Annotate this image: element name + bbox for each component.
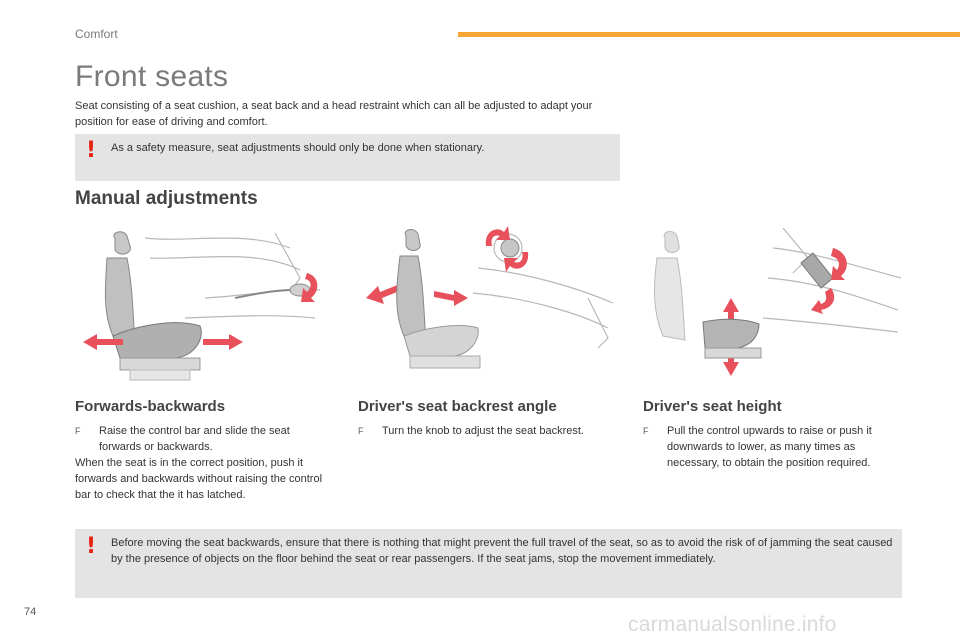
bullet-text: Raise the control bar and slide the seat forwards or backwards. [99,425,290,453]
bullet-text: Pull the control upwards to raise or push it downwards to lower, as many times as necessary, to obtain the position required. [667,425,872,469]
header-accent-bar [458,32,960,37]
bullet-marker-icon: F [358,426,364,436]
seat-backrest-illustration [358,218,618,393]
column-heading-backrest-angle: Driver's seat backrest angle [358,398,557,415]
latch-check-note: When the seat is in the correct position, push it forwards and backwards without raising the control bar to check that the it has latched. [75,457,323,501]
page-title: Front seats [75,60,229,93]
column-heading-seat-height: Driver's seat height [643,398,782,415]
watermark: carmanualsonline.info [628,613,837,636]
seat-height-illustration [643,218,903,393]
bullet-marker-icon: F [643,426,649,436]
section-label: Comfort [75,27,118,41]
page-number: 74 [24,606,37,618]
intro-paragraph: Seat consisting of a seat cushion, a seat back and a head restraint which can all be adjusted to adapt your position for ease of driving and comfort. [75,100,593,128]
exclamation-icon: ! [86,138,97,163]
seat-forward-backward-illustration [75,218,335,393]
bullet-marker-icon: F [75,426,81,436]
column-heading-forwards-backwards: Forwards-backwards [75,398,226,415]
warning-text-stationary: As a safety measure, seat adjustments should only be done when stationary. [111,142,485,154]
warning-text-jamming: Before moving the seat backwards, ensure that there is nothing that might prevent the full travel of the seat, so as to avoid the risk of of jamming the seat caused by the presence of objects on the floor behind the seat or rear passengers. If the seat jams, stop the movement immediately. [111,537,893,565]
exclamation-icon: ! [86,534,97,559]
bullet-text: Turn the knob to adjust the seat backrest. [382,425,584,437]
manual-adjustments-heading: Manual adjustments [75,188,258,209]
